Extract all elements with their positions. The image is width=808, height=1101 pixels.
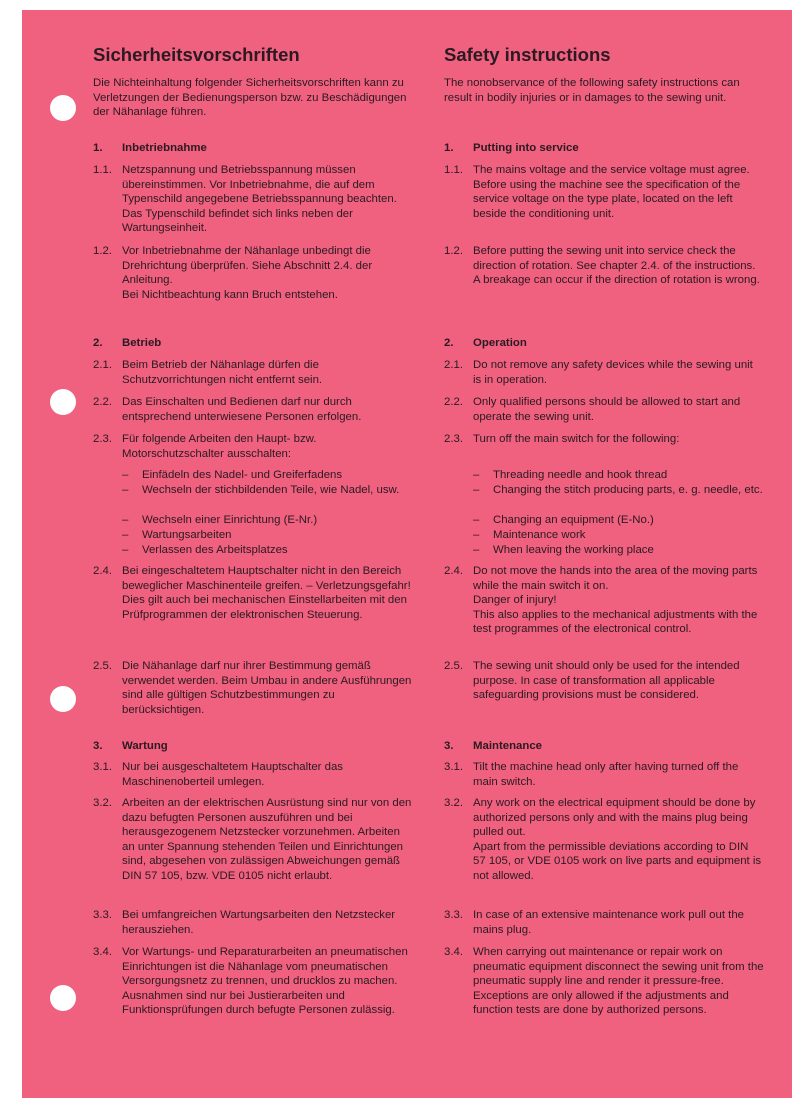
item-number: 3.4. bbox=[93, 946, 112, 958]
item-text: Die Nähanlage darf nur ihrer Bestimmung gemäß verwendet werden. Beim Umbau in andere Ausführungen sind alle gültigen Schutzbestimmungen zu berücksichtigen. bbox=[122, 660, 412, 716]
section-title: Putting into service bbox=[473, 142, 579, 154]
list-item bbox=[444, 395, 764, 424]
section-heading bbox=[444, 141, 579, 156]
list-item bbox=[444, 908, 764, 937]
list-item bbox=[93, 163, 413, 236]
section-title: Operation bbox=[473, 337, 527, 349]
list-item bbox=[444, 163, 764, 221]
list-item bbox=[93, 945, 413, 1018]
section-title: Wartung bbox=[122, 740, 168, 752]
item-number: 3.3. bbox=[93, 909, 112, 921]
bullet-item: – Wartungsarbeiten bbox=[122, 529, 232, 541]
punch-hole bbox=[50, 686, 76, 712]
item-number: 3.2. bbox=[444, 797, 463, 809]
section-number: 3. bbox=[444, 740, 454, 752]
list-item bbox=[93, 760, 413, 789]
list-item bbox=[444, 358, 764, 387]
item-text: Vor Wartungs- und Reparaturarbeiten an pneumatischen Einrichtungen ist die Nähanlage vom pneumatischen Versorgungsnetz zu trennen, und drucklos zu machen. Ausnahmen sind nur bei Justierarbeiten und Funktionsprüfungen durch befugte Personen zulässig. bbox=[122, 946, 408, 1016]
bullet-item: – When leaving the working place bbox=[473, 544, 654, 556]
section-number: 2. bbox=[444, 337, 454, 349]
item-number: 3.2. bbox=[93, 797, 112, 809]
item-number: 1.1. bbox=[93, 164, 112, 176]
item-text: Das Einschalten und Bedienen darf nur durch entsprechend unterwiesene Personen erfolgen. bbox=[122, 396, 362, 423]
page-title: Safety instructions bbox=[444, 44, 611, 65]
punch-hole bbox=[50, 389, 76, 415]
section-title: Maintenance bbox=[473, 740, 542, 752]
item-text: When carrying out maintenance or repair work on pneumatic equipment disconnect the sewing unit from the pneumatic supply line and render it pressure-free. Exceptions are only allowed if the adjustments and function tests are done by authorized persons. bbox=[473, 946, 764, 1016]
item-number: 1.1. bbox=[444, 164, 463, 176]
bullet-item: – Changing the stitch producing parts, e. g. needle, etc. bbox=[473, 484, 763, 496]
bullet-item: – Changing an equipment (E-No.) bbox=[473, 514, 654, 526]
punch-hole bbox=[50, 985, 76, 1011]
item-number: 2.3. bbox=[444, 433, 463, 445]
item-text: Vor Inbetriebnahme der Nähanlage unbedingt die Drehrichtung überprüfen. Siehe Abschnitt 2.4. der Anleitung. Bei Nichtbeachtung kann Bruch entstehen. bbox=[122, 245, 373, 301]
list-item bbox=[444, 796, 764, 883]
intro-text: Die Nichteinhaltung folgender Sicherheitsvorschriften kann zu Verletzungen der Bedienungsperson bzw. zu Beschädigungen der Nähanlage führen. bbox=[93, 77, 407, 118]
list-item bbox=[93, 564, 413, 622]
item-number: 1.2. bbox=[444, 245, 463, 257]
list-item bbox=[444, 945, 764, 1018]
list-item bbox=[93, 796, 413, 883]
item-text: Bei umfangreichen Wartungsarbeiten den Netzstecker herausziehen. bbox=[122, 909, 396, 936]
section-heading bbox=[93, 739, 168, 754]
bullet-item: – Maintenance work bbox=[473, 529, 586, 541]
item-number: 2.5. bbox=[444, 660, 463, 672]
list-item bbox=[444, 432, 764, 447]
section-title: Betrieb bbox=[122, 337, 162, 349]
list-item bbox=[93, 244, 413, 302]
list-item bbox=[444, 659, 764, 703]
item-text: Do not remove any safety devices while the sewing unit is in operation. bbox=[473, 359, 753, 386]
item-text: In case of an extensive maintenance work pull out the mains plug. bbox=[473, 909, 745, 936]
safety-sheet bbox=[22, 10, 792, 1098]
item-number: 3.1. bbox=[444, 761, 463, 773]
bullet-item: – Wechseln einer Einrichtung (E-Nr.) bbox=[122, 514, 318, 526]
list-item bbox=[444, 564, 764, 637]
list-item bbox=[93, 908, 413, 937]
section-number: 3. bbox=[93, 740, 103, 752]
item-number: 2.2. bbox=[444, 396, 463, 408]
item-text: Any work on the electrical equipment should be done by authorized persons only and with the mains plug being pulled out. Apart from the permissible deviations according to DIN 57 105, or VDE 0105 work on live parts and equipment is not allowed. bbox=[473, 797, 762, 882]
section-heading bbox=[444, 739, 542, 754]
item-text: Arbeiten an der elektrischen Ausrüstung sind nur von den dazu befugten Personen auszuführen und bei herausgezogenem Netzstecker vorzunehmen. Arbeiten an unter Spannung stehenden Teilen und Einrichtungen sind, abgesehen von zulässigen Abweichungen gemäß DIN 57 105, bzw. VDE 0105 nicht erlaubt. bbox=[122, 797, 412, 882]
list-item bbox=[93, 358, 413, 387]
item-number: 2.5. bbox=[93, 660, 112, 672]
section-number: 1. bbox=[93, 142, 103, 154]
item-text: Only qualified persons should be allowed to start and operate the sewing unit. bbox=[473, 396, 741, 423]
bullet-item: – Verlassen des Arbeitsplatzes bbox=[122, 544, 288, 556]
list-item bbox=[93, 395, 413, 424]
item-number: 2.3. bbox=[93, 433, 112, 445]
intro-text: The nonobservance of the following safety instructions can result in bodily injuries or in damages to the sewing unit. bbox=[444, 77, 740, 104]
item-text: Bei eingeschaltetem Hauptschalter nicht in den Bereich beweglicher Maschinenteile greifen. – Verletzungsgefahr! Dies gilt auch bei mechanischen Einstellarbeiten mit den Prüfprogrammen der elektronischen Steuerung. bbox=[122, 565, 411, 621]
item-number: 2.1. bbox=[444, 359, 463, 371]
section-heading bbox=[93, 141, 207, 156]
list-item bbox=[93, 432, 413, 461]
item-number: 3.3. bbox=[444, 909, 463, 921]
item-number: 2.2. bbox=[93, 396, 112, 408]
punch-hole bbox=[50, 95, 76, 121]
section-title: Inbetriebnahme bbox=[122, 142, 207, 154]
item-text: Tilt the machine head only after having turned off the main switch. bbox=[473, 761, 739, 788]
item-text: The mains voltage and the service voltage must agree. Before using the machine see the specification of the service voltage on the type plate, located on the left beside the conditioning unit. bbox=[473, 164, 750, 220]
section-heading bbox=[444, 336, 527, 351]
item-number: 2.4. bbox=[444, 565, 463, 577]
item-text: Für folgende Arbeiten den Haupt- bzw. Motorschutzschalter ausschalten: bbox=[122, 433, 317, 460]
item-text: The sewing unit should only be used for the intended purpose. In case of transformation all applicable safeguarding provisions must be considered. bbox=[473, 660, 740, 701]
item-text: Turn off the main switch for the following: bbox=[473, 433, 680, 445]
item-text: Before putting the sewing unit into service check the direction of rotation. See chapter 2.4. of the instructions. A breakage can occur if the direction of rotation is wrong. bbox=[473, 245, 760, 286]
item-text: Netzspannung und Betriebsspannung müssen übereinstimmen. Vor Inbetriebnahme, die auf dem Typenschild angegebene Betriebsspannung beachten. Das Typenschild befindet sich links neben der Wartungseinheit. bbox=[122, 164, 397, 234]
list-item bbox=[444, 760, 764, 789]
bullet-item: – Wechseln der stichbildenden Teile, wie Nadel, usw. bbox=[122, 484, 400, 496]
item-text: Do not move the hands into the area of the moving parts while the main switch it on. Danger of injury! This also applies to the mechanical adjustments with the test programmes of the electronical control. bbox=[473, 565, 758, 635]
item-number: 2.4. bbox=[93, 565, 112, 577]
bullet-item: – Einfädeln des Nadel- und Greiferfadens bbox=[122, 469, 343, 481]
list-item bbox=[93, 659, 413, 717]
item-number: 3.1. bbox=[93, 761, 112, 773]
list-item bbox=[444, 244, 764, 288]
section-number: 1. bbox=[444, 142, 454, 154]
section-heading bbox=[93, 336, 161, 351]
item-text: Nur bei ausgeschaltetem Hauptschalter das Maschinenoberteil umlegen. bbox=[122, 761, 343, 788]
item-text: Beim Betrieb der Nähanlage dürfen die Schutzvorrichtungen nicht entfernt sein. bbox=[122, 359, 323, 386]
page-title: Sicherheitsvorschriften bbox=[93, 44, 300, 65]
item-number: 3.4. bbox=[444, 946, 463, 958]
item-number: 1.2. bbox=[93, 245, 112, 257]
section-number: 2. bbox=[93, 337, 103, 349]
bullet-item: – Threading needle and hook thread bbox=[473, 469, 668, 481]
item-number: 2.1. bbox=[93, 359, 112, 371]
